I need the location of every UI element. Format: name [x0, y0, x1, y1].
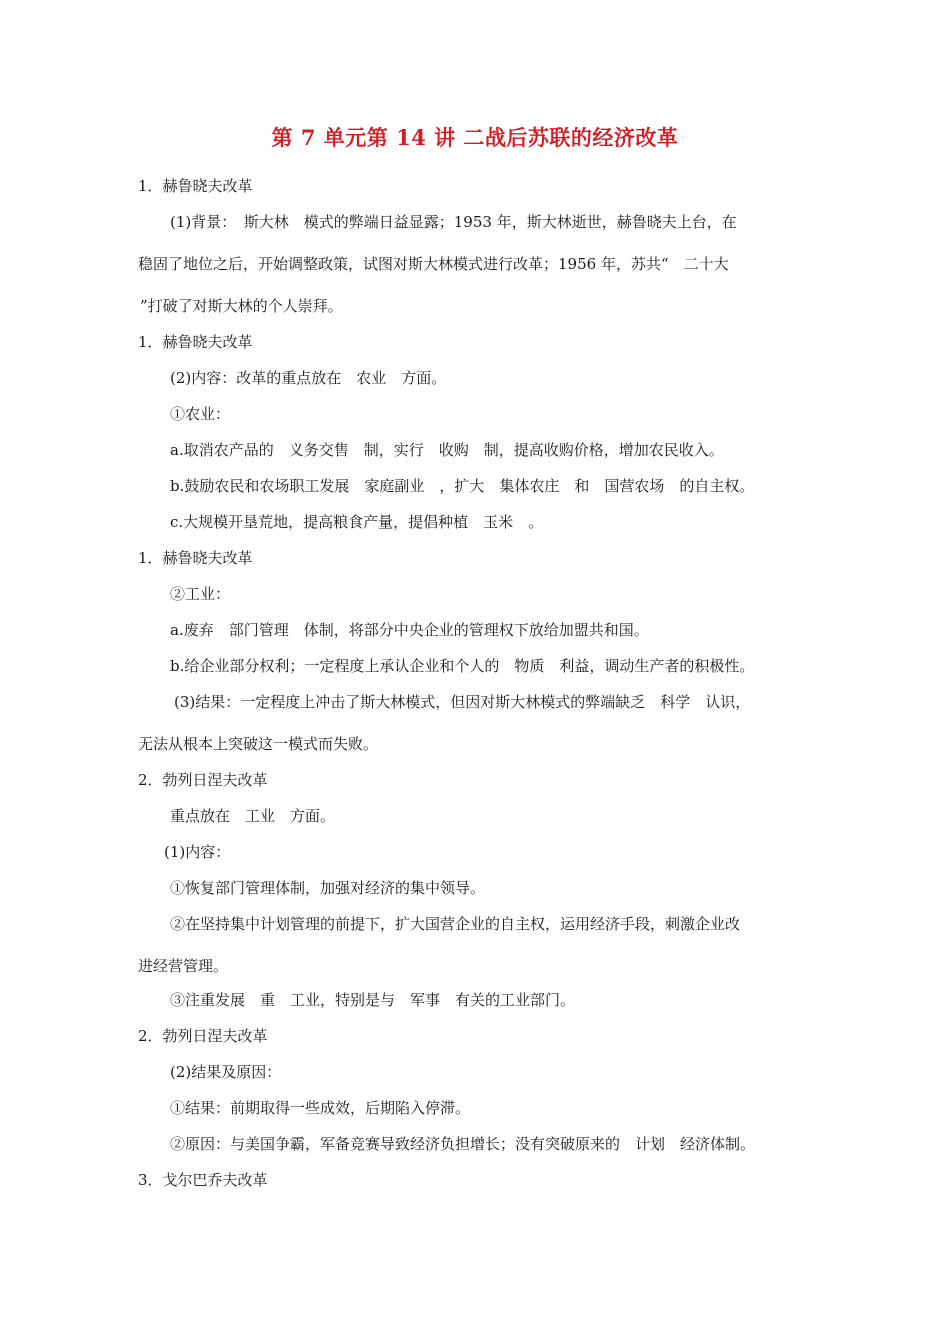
paragraph-line: ②在坚持集中计划管理的前提下，扩大国营企业的自主权，运用经济手段，刺激企业改 [170, 915, 741, 933]
paragraph-line: ②原因：与美国争霸，军备竞赛导致经济负担增长；没有突破原来的 计划 经济体制。 [170, 1135, 756, 1153]
section-heading: 1．赫鲁晓夫改革 [138, 333, 253, 351]
paragraph-line: 无法从根本上突破这一模式而失败。 [138, 735, 379, 753]
paragraph-line: a.取消农产品的 义务交售 制，实行 收购 制，提高收购价格，增加农民收入。 [170, 441, 724, 459]
paragraph-line: ①农业： [170, 405, 231, 423]
paragraph-line: ①恢复部门管理体制，加强对经济的集中领导。 [170, 879, 486, 897]
paragraph-line: ”打破了对斯大林的个人崇拜。 [140, 297, 343, 315]
paragraph-line: 重点放在 工业 方面。 [170, 807, 336, 825]
paragraph-line: a.废弃 部门管理 体制，将部分中央企业的管理权下放给加盟共和国。 [170, 621, 649, 639]
paragraph-line: (1)内容： [164, 843, 231, 861]
page-title: 第 7 单元第 14 讲 二战后苏联的经济改革 [271, 125, 679, 150]
paragraph-line: (1)背景： 斯大林 模式的弊端日益显露；1953 年，斯大林逝世，赫鲁晓夫上台，在 [170, 213, 737, 231]
section-heading: 2．勃列日涅夫改革 [138, 1027, 268, 1045]
paragraph-line: ③注重发展 重 工业，特别是与 军事 有关的工业部门。 [170, 991, 576, 1009]
paragraph-line: c.大规模开垦荒地，提高粮食产量，提倡种植 玉米 。 [170, 513, 544, 531]
paragraph-line: b.鼓励农民和农场职工发展 家庭副业 ，扩大 集体农庄 和 国营农场 的自主权。 [170, 477, 755, 495]
paragraph-line: b.给企业部分权利；一定程度上承认企业和个人的 物质 利益，调动生产者的积极性。 [170, 657, 755, 675]
paragraph-line: ②工业： [170, 585, 231, 603]
paragraph-line: (3)结果：一定程度上冲击了斯大林模式，但因对斯大林模式的弊端缺乏 科学 认识， [174, 693, 751, 711]
section-heading: 1．赫鲁晓夫改革 [138, 549, 253, 567]
paragraph-line: (2)结果及原因： [170, 1063, 282, 1081]
section-heading: 2．勃列日涅夫改革 [138, 771, 268, 789]
paragraph-line: 稳固了地位之后，开始调整政策，试图对斯大林模式进行改革；1956 年，苏共“ 二十大 [138, 255, 729, 273]
paragraph-line: ①结果：前期取得一些成效，后期陷入停滞。 [170, 1099, 471, 1117]
paragraph-line: (2)内容：改革的重点放在 农业 方面。 [170, 369, 447, 387]
paragraph-line: 进经营管理。 [138, 957, 229, 975]
section-heading: 1．赫鲁晓夫改革 [138, 177, 253, 195]
section-heading: 3．戈尔巴乔夫改革 [138, 1171, 268, 1189]
